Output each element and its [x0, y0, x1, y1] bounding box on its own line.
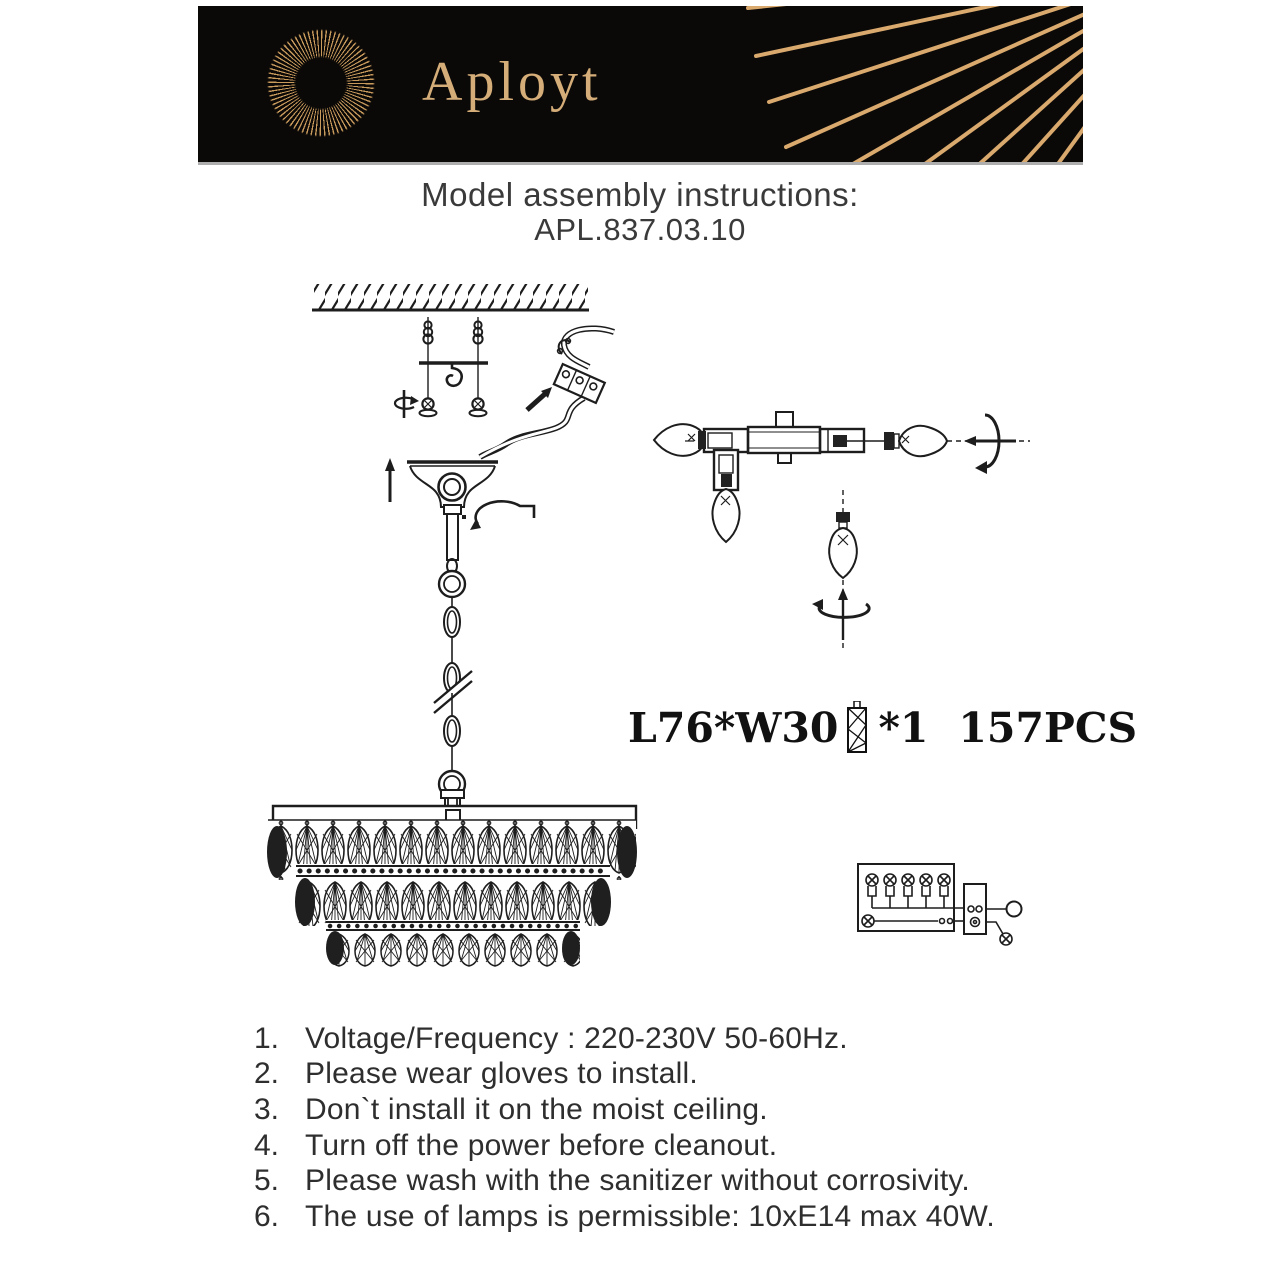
screw-rotation-icon	[395, 390, 419, 418]
instruction-item	[254, 1128, 995, 1164]
bulb-assembly-drawing	[654, 412, 1030, 648]
instruction-number: 6.	[254, 1199, 280, 1233]
instruction-number: 2.	[254, 1057, 280, 1091]
instruction-item	[254, 1163, 995, 1199]
brand-name: Aployt	[422, 51, 602, 113]
rotate-arrow-icon	[975, 461, 987, 474]
model-number: APL.837.03.10	[534, 212, 746, 247]
hook-icon	[447, 363, 462, 386]
instruction-number: 4.	[254, 1128, 280, 1162]
chandelier-drawing	[267, 790, 637, 968]
wiring-drawing	[480, 328, 614, 457]
instruction-text: Please wear gloves to install.	[305, 1057, 698, 1091]
pieces-label: 157PCS	[958, 704, 1138, 752]
ceiling-drawing	[312, 284, 589, 310]
quantity-label: *1	[878, 704, 929, 752]
mounting-hardware-drawing	[395, 317, 488, 418]
dimensions-label: L76*W30	[628, 704, 839, 752]
instruction-item	[254, 1021, 995, 1057]
parts-label	[628, 700, 1137, 756]
instruction-number: 5.	[254, 1164, 280, 1198]
rotate-arrow-icon	[470, 519, 481, 530]
rotate-arrow-icon	[812, 599, 823, 610]
page-title: Model assembly instructions:	[421, 176, 859, 213]
instruction-item	[254, 1057, 995, 1093]
crystal-prism-icon	[844, 701, 870, 755]
instruction-number: 3.	[254, 1092, 280, 1126]
instruction-text: Voltage/Frequency : 220-230V 50-60Hz.	[305, 1021, 848, 1055]
instruction-item	[254, 1092, 995, 1128]
instruction-number: 1.	[254, 1021, 280, 1055]
instruction-list	[254, 1021, 995, 1235]
instruction-text: The use of lamps is permissible: 10xE14 max 40W.	[305, 1199, 995, 1233]
instruction-text: Turn off the power before cleanout.	[305, 1128, 778, 1162]
instruction-text: Don`t install it on the moist ceiling.	[305, 1092, 768, 1126]
instruction-text: Please wash with the sanitizer without corrosivity.	[305, 1164, 970, 1198]
chain-drawing	[428, 559, 476, 806]
canopy-drawing	[385, 458, 534, 560]
instruction-item	[254, 1199, 995, 1235]
up-arrow-icon	[385, 458, 395, 471]
wiring-schematic-drawing	[858, 864, 1022, 945]
